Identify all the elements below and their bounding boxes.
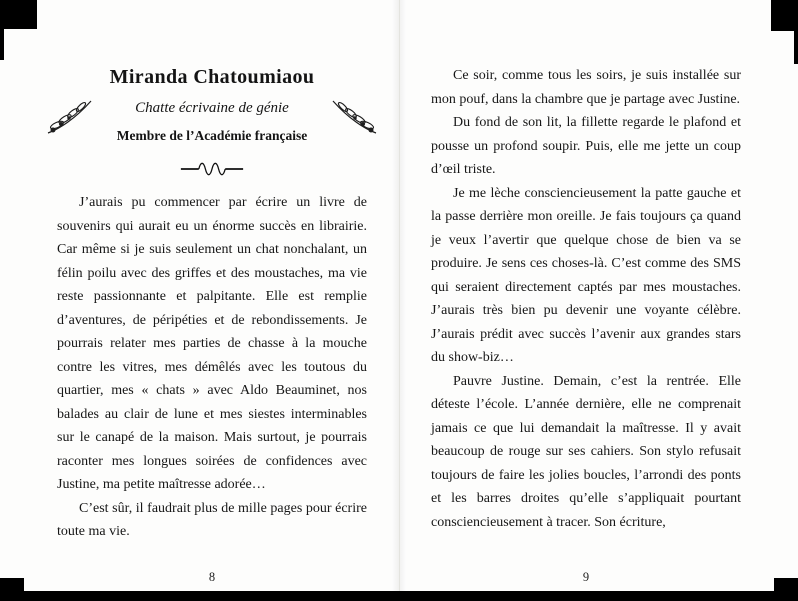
left-page-body <box>57 191 367 544</box>
frame-corner-top-left <box>0 0 37 29</box>
paragraph: J’aurais pu commencer par écrire un livre de souvenirs qui aurait eu un énorme succès en librairie. Car même si je suis seulement un chat nonchalant, un félin poilu avec des griffes et des moustaches, ma vie reste passionnante et palpitante. Elle est remplie d’aventures, de péripéties et de rebondissements. Je pourrais relater mes parties de chasse à la mouche contre les vitres, mes démêlés avec les toutous du quartier, mes « chats » avec Aldo Beauminet, nos balades au clair de lune et mes siestes interminables sur le canapé de la maison. Mais surtout, je pourrais raconter mes longues soirées de confidences avec Justine, ma petite maîtresse adorée… <box>57 195 367 492</box>
frame-corner-bottom-left <box>0 578 24 601</box>
chapter-affiliation: Membre de l’Académie française <box>116 128 308 143</box>
chapter-header <box>57 66 367 144</box>
page-gutter <box>399 0 400 591</box>
right-page-body <box>431 64 741 534</box>
page-number-left: 8 <box>208 570 216 584</box>
frame-corner-bottom-right <box>774 578 798 601</box>
frame-edge-bottom <box>0 591 798 601</box>
page-number-right: 9 <box>582 570 590 584</box>
laurel-branch-right-icon <box>329 94 379 140</box>
chapter-header-text <box>57 66 367 144</box>
left-page <box>57 0 367 601</box>
paragraph: Pauvre Justine. Demain, c’est la rentrée. Elle déteste l’école. L’année dernière, elle ne comprenait jamais ce que lui demandait la maîtresse. Il y avait beaucoup de rouge sur ses cahiers. Son stylo refusait toujours de faire les jolies boucles, l’arrondi des ponts et les barres droites qu’elle s’appliquait pourtant consciencieusement à tracer. Son écriture, <box>431 373 741 530</box>
laurel-branch-left-icon <box>45 94 95 140</box>
section-divider-icon <box>179 161 245 177</box>
paragraph: Ce soir, comme tous les soirs, je suis installée sur mon pouf, dans la chambre que je partage avec Justine. <box>431 68 741 107</box>
frame-edge-right <box>794 0 798 64</box>
frame-edge-left <box>0 0 4 60</box>
paragraph: C’est sûr, il faudrait plus de mille pages pour écrire toute ma vie. <box>57 500 367 539</box>
page-title: Miranda Chatoumiaou <box>109 66 315 88</box>
paragraph: Je me lèche consciencieusement la patte gauche et la passe derrière mon oreille. Je fais toujours ça quand je veux l’avertir que quelque chose de bien va se produire. Je sens ces choses-là. C’est comme des SMS qui seraient directement captés par mes moustaches. J’aurais très bien pu devenir une voyante célèbre. J’aurais prédit avec succès l’avenir aux grandes stars du show-biz… <box>431 185 741 365</box>
right-page <box>431 0 741 601</box>
paragraph: Du fond de son lit, la fillette regarde le plafond et pousse un profond soupir. Puis, elle me jette un coup d’œil triste. <box>431 115 741 177</box>
chapter-subtitle: Chatte écrivaine de génie <box>135 100 289 116</box>
